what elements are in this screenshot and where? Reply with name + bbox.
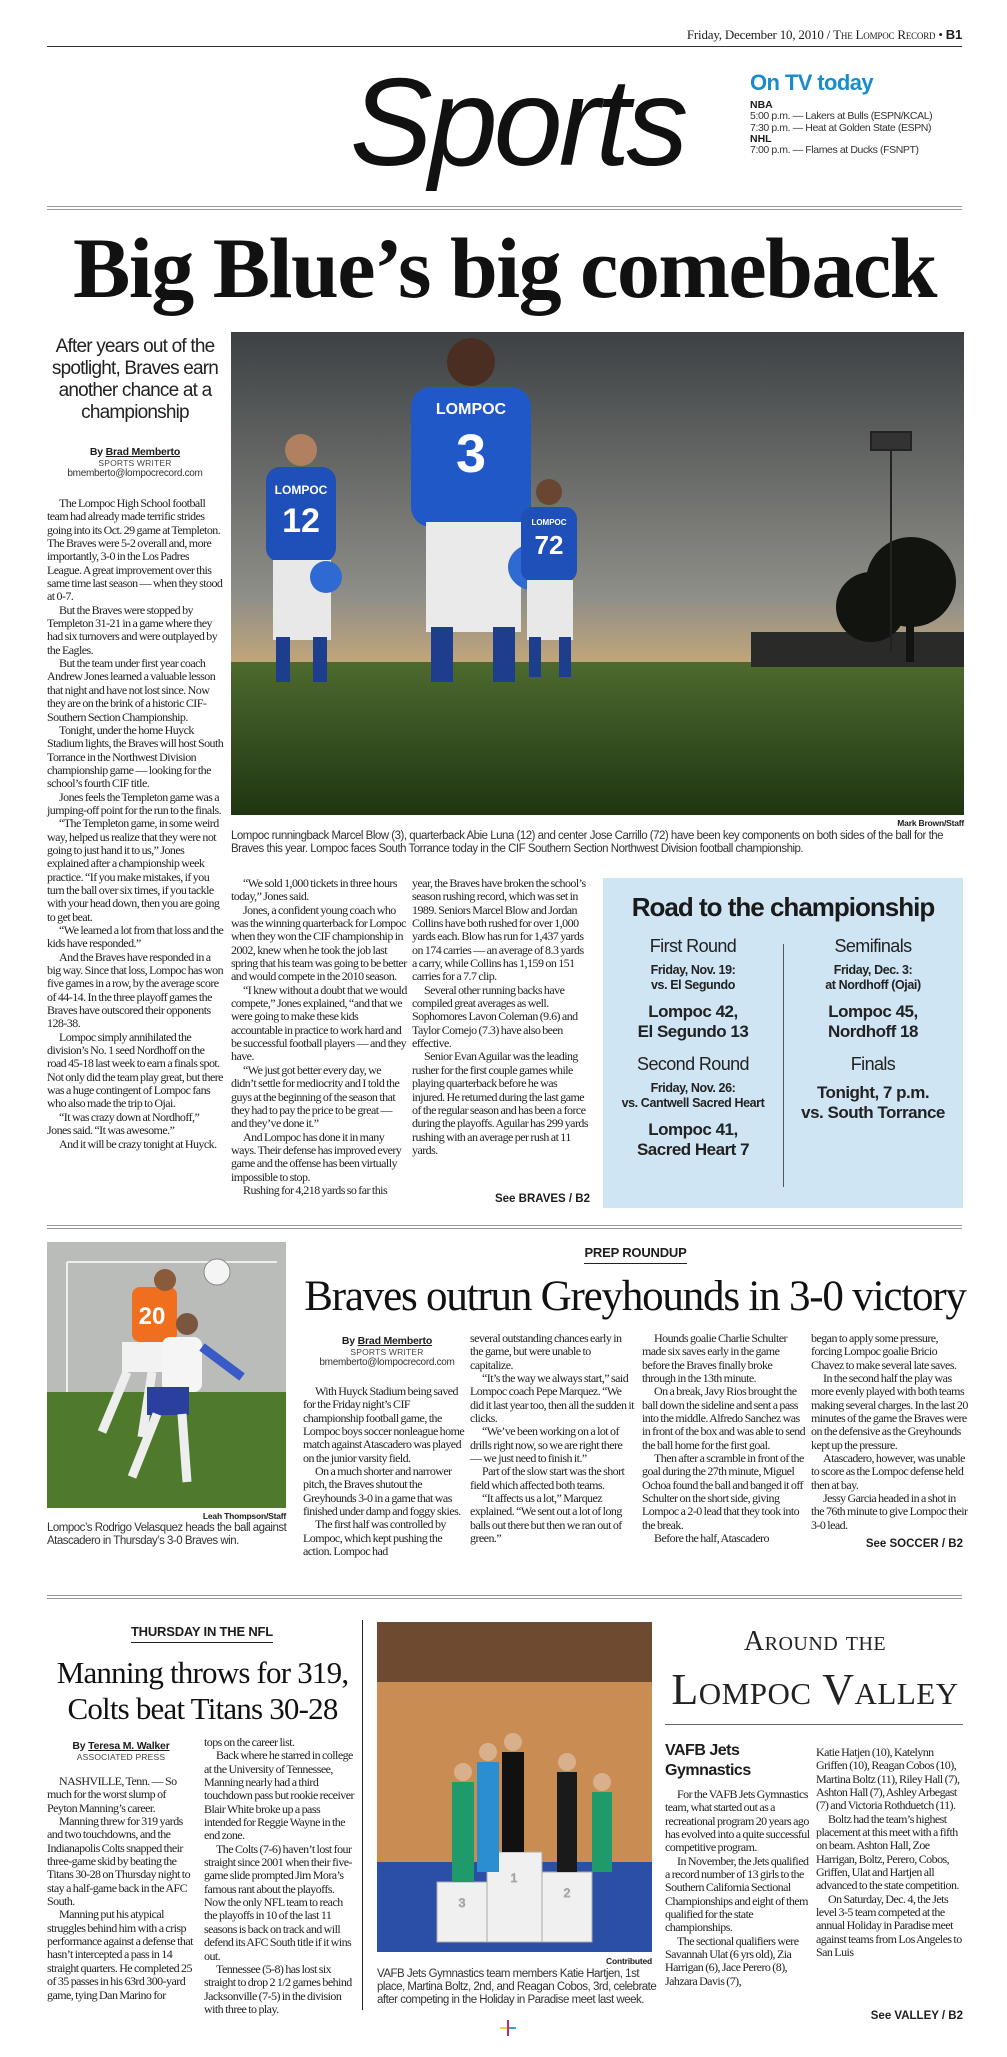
paragraph: Tonight, under the home Huyck Stadium lights, the Braves will host South Torrance in the Northwest Division championship game — looking for the school’s fourth CIF title. bbox=[47, 722, 224, 791]
nfl-byline bbox=[47, 1740, 195, 1762]
paragraph: Jones feels the Templeton game was a jumping-off point for the run to the finals. bbox=[47, 789, 222, 817]
paragraph: Part of the slow start was the short field which affected both teams. bbox=[470, 1464, 625, 1492]
paragraph: Jessy Garcia headed in a shot in the 76th minute to give Lompoc their 3-0 lead. bbox=[811, 1491, 968, 1532]
paragraph: The Lompoc High School football team had already made terrific strides going into its Oct. 29 game at Templeton. The Braves were 5-2 overall and, more importantly, 3-0 in the Los Padres League. A great improvement over this same time last season — when they stood at 0-7. bbox=[47, 496, 223, 604]
main-byline bbox=[47, 446, 223, 479]
jersey-number: 3 bbox=[455, 424, 487, 484]
paragraph: In November, the Jets qualified a record number of 13 girls to the Southern California Sectional Championships and eight of them qualified for the state championships. bbox=[665, 1853, 809, 1935]
round-result: Lompoc 45, Nordhoff 18 bbox=[828, 1002, 918, 1041]
column-divider bbox=[362, 1620, 363, 2010]
paragraph: Atascadero, however, was unable to score as the Lompoc defense held then at bay. bbox=[811, 1451, 965, 1492]
tv-item: 7:30 p.m. — Heat at Golden State (ESPN) bbox=[750, 121, 932, 134]
author-name: Brad Memberto bbox=[105, 446, 181, 458]
gym-photo-caption: VAFB Jets Gymnastics team members Katie Hartjen, 1st place, Martina Boltz, 2nd, and Reagan Cobos, 3rd, celebrate after competing in the Holiday in Paradise meet last week. bbox=[377, 1968, 657, 2006]
round-details: Friday, Dec. 3: at Nordhoff (Ojai) bbox=[825, 963, 921, 992]
round-name: Finals bbox=[850, 1054, 896, 1074]
round-result: Lompoc 41, Sacred Heart 7 bbox=[636, 1120, 750, 1159]
round-name: Semifinals bbox=[834, 936, 912, 956]
paragraph: Back where he starred in college at the University of Tennessee, Manning nearly had a third touchdown pass but rookie receiver Blair White broke up a pass intended for Reggie Wayne in the end zone. bbox=[204, 1748, 354, 1843]
round-name: Second Round bbox=[637, 1054, 749, 1074]
paragraph: Tennessee (5-8) has lost six straight to drop 2 1/2 games behind Jacksonville (7-5) in the division with three to play. bbox=[204, 1961, 352, 2016]
podium-place: 1 bbox=[510, 1871, 518, 1885]
main-deck: After years out of the spotlight, Braves earn another chance at a championship bbox=[51, 336, 219, 423]
gym-photo-credit: Contributed bbox=[606, 1956, 652, 1966]
nfl-headline: Manning throws for 319, Colts beat Titans 30-28 bbox=[56, 1655, 349, 1726]
dateline: Friday, December 10, 2010 / The Lompoc Record • B1 bbox=[686, 27, 962, 42]
soccer-kicker-wrap bbox=[308, 1244, 963, 1264]
author-role: SPORTS WRITER bbox=[350, 1347, 424, 1357]
paragraph: “It affects us a lot,” Marquez explained. “We sent out a lot of long balls out there but then we ran out of green.” bbox=[470, 1491, 622, 1546]
main-column-1 bbox=[47, 497, 225, 1151]
valley-jump-link[interactable]: See VALLEY / B2 bbox=[870, 2010, 963, 2022]
soccer-jump-link[interactable]: See SOCCER / B2 bbox=[865, 1538, 963, 1550]
paragraph: NASHVILLE, Tenn. — So much for the worst slump of Peyton Manning’s career. bbox=[47, 1774, 177, 1815]
soccer-photo bbox=[47, 1242, 286, 1508]
paragraph: On Saturday, Dec. 4, the Jets level 3-5 team competed at the annual Holiday in Paradise meet against teams from Los Angeles to San Luis bbox=[816, 1891, 962, 1960]
soccer-photo-caption: Lompoc’s Rodrigo Velasquez heads the ball against Atascadero in Thursday’s 3-0 Braves win. bbox=[47, 1522, 287, 1547]
paragraph: Hounds goalie Charlie Schulter made six saves early in the game before the Braves finally broke through in the 13th minute. bbox=[642, 1331, 787, 1386]
byline-prefix: By bbox=[72, 1740, 89, 1752]
tv-league: NBA bbox=[750, 99, 773, 111]
paragraph: “We sold 1,000 tickets in three hours today,” Jones said. bbox=[231, 876, 397, 904]
road-round-semis bbox=[783, 936, 963, 1123]
paper-name: The Lompoc Record bbox=[833, 27, 936, 42]
paragraph: Boltz had the team’s highest placement at this meet with a fifth on beam. Ashton Hall, Zoe Harrigan, Boltz, Perero, Cobos, Griffen, Ulat and Hartjen all advanced to the state competition. bbox=[816, 1811, 959, 1893]
main-column-3 bbox=[412, 877, 588, 1157]
paragraph: began to apply some pressure, forcing Lompoc goalie Bricio Chavez to make several late saves. bbox=[811, 1331, 957, 1372]
top-rule bbox=[47, 46, 962, 47]
paragraph: On a break, Javy Rios brought the ball down the sideline and sent a pass into the middle. Alfredo Sanchez was in front of the box and was able to send the ball home for the first goal. bbox=[642, 1384, 806, 1452]
valley-rule bbox=[665, 1724, 963, 1725]
paragraph: year, the Braves have broken the school’s season rushing record, which was set in 1989. Seniors Marcel Blow and Jordan Collins have both rushed for over 1,000 yards each. Blow has run for 1,437 yards on 174 carries — an average of 8.3 yards a carry, while Collins has 1,159 on 151 carries for a 7.7 clip. bbox=[412, 876, 586, 984]
podium-place: 2 bbox=[563, 1886, 571, 1900]
byline-prefix: By bbox=[89, 446, 106, 458]
paragraph: And Lompoc has done it in many ways. Their defense has improved every game and the offense has been virtually impossible to stop. bbox=[231, 1129, 402, 1184]
paragraph: “We’ve been working on a lot of drills right now, so we are right there — we just need to finish it.” bbox=[470, 1424, 623, 1466]
paragraph: “We learned a lot from that loss and the kids have responded.” bbox=[47, 923, 224, 951]
tv-title: On TV today bbox=[750, 70, 873, 95]
soccer-byline bbox=[308, 1335, 466, 1368]
paragraph: The Colts (7-6) haven’t lost four straight since 2001 when their five-game slide prompted Jim Mora’s famous rant about the playoffs. Now the only NFL team to reach the playoffs in 10 of the last 11 seasons is back on track and will defend its AFC South title if it wins out. bbox=[204, 1841, 352, 1963]
author-email[interactable]: bmemberto@lompocrecord.com bbox=[67, 468, 203, 479]
prep-roundup-kicker: PREP ROUNDUP bbox=[584, 1245, 686, 1264]
paragraph: Before the half, Atascadero bbox=[654, 1531, 769, 1546]
main-headline: Big Blue’s big comeback bbox=[73, 220, 936, 316]
masthead-rule bbox=[47, 206, 962, 210]
tv-league: NHL bbox=[750, 133, 772, 145]
jersey-text: LOMPOC bbox=[531, 518, 567, 527]
byline-prefix: By bbox=[341, 1335, 358, 1347]
round-details: Friday, Nov. 19: vs. El Segundo bbox=[650, 963, 736, 992]
paragraph: Senior Evan Aguilar was the leading rusher for the first couple games while playing quarterback before he was injured. He returned during the last game of the regular season and has been a force during the playoffs. Aguilar has 299 yards rushing with an average per rush at 11 yards. bbox=[412, 1049, 588, 1157]
author-email[interactable]: bmemberto@lompocrecord.com bbox=[319, 1357, 455, 1368]
round-result: Lompoc 42, El Segundo 13 bbox=[637, 1002, 749, 1041]
tv-box bbox=[750, 70, 970, 157]
nfl-kicker-wrap bbox=[47, 1623, 357, 1643]
braves-jump-link[interactable]: See BRAVES / B2 bbox=[494, 1193, 590, 1205]
main-photo bbox=[231, 332, 964, 815]
paragraph: “I knew without a doubt that we would compete,” Jones explained, “and that we were going to make these kids accountable in practice to work hard and be successful football players — and they have. bbox=[231, 982, 407, 1064]
soccer-headline: Braves outrun Greyhounds in 3-0 victory bbox=[304, 1273, 966, 1320]
soccer-column-1 bbox=[303, 1385, 465, 1558]
main-photo-credit: Mark Brown/Staff bbox=[897, 818, 964, 828]
jersey-number: 20 bbox=[138, 1303, 166, 1330]
paragraph: several outstanding chances early in the game, but were unable to capitalize. bbox=[470, 1331, 622, 1372]
main-photo-caption: Lompoc runningback Marcel Blow (3), quarterback Abie Luna (12) and center Jose Carrillo (72) have been key components on both sides of the ball for the Braves this year. Lompoc faces South Torrance today in the CIF Southern Section Northwest Division football championship. bbox=[231, 830, 944, 855]
author-name: Brad Memberto bbox=[357, 1335, 433, 1347]
road-title: Road to the championship bbox=[631, 892, 935, 922]
podium-place: 3 bbox=[458, 1896, 466, 1910]
valley-column-2 bbox=[816, 1746, 966, 1960]
valley-title-2: Lompoc Valley bbox=[671, 1665, 959, 1714]
paragraph: “The Templeton game, in some weird way, helped us realize that they were not going to just hand it to us,” Jones explained after a championship week practice. “If you make mistakes, if you turn the ball over six times, if you tackle with your head down, then you are going to get beat. bbox=[47, 816, 220, 924]
jersey-text: LOMPOC bbox=[435, 401, 507, 418]
paragraph: The sectional qualifiers were Savannah Ulat (6 yrs old), Zia Harrigan (6), Jace Perero (8), Jahzara Davis (7), bbox=[665, 1933, 799, 1988]
road-to-championship-box bbox=[603, 878, 963, 1208]
paragraph: Manning put his atypical struggles behind him with a crisp performance against a defense that hasn’t intercepted a pass in 14 straight quarters. He completed 25 of 35 passes in his 63rd 300-yard game, tying Dan Marino for bbox=[47, 1907, 193, 2002]
section-rule bbox=[47, 1595, 962, 1599]
paragraph: In the second half the play was more evenly played with both teams making several charges. In the last 20 minutes of the game the Braves were on the defensive as the Greyhounds kept up the pressure. bbox=[811, 1371, 968, 1452]
paragraph: And the Braves have responded in a big way. Since that loss, Lompoc has won five games in a row, by the average score of 44-14. In the three playoff games the Braves have outscored their opponents 128-38. bbox=[47, 949, 224, 1031]
soccer-photo-credit: Leah Thompson/Staff bbox=[202, 1511, 286, 1521]
paragraph: tops on the career list. bbox=[204, 1735, 295, 1749]
paragraph: Manning threw for 319 yards and two touchdowns, and the Indianapolis Colts snapped their three-game skid by beating the Titans 30-28 on Thursday night to stay a half-game back in the AFC South. bbox=[47, 1814, 191, 1909]
round-name: First Round bbox=[649, 936, 737, 956]
gymnastics-photo bbox=[377, 1622, 652, 1952]
paragraph: Katie Hatjen (10), Katelynn Griffen (10), Reagan Cobos (10), Martina Boltz (11), Riley Hall (7), Ashton Hall (7), Ashley Arbegast (7) and Victoria Rothduetch (11). bbox=[816, 1745, 960, 1813]
soccer-column-2 bbox=[470, 1332, 635, 1546]
section-title: Sports bbox=[350, 54, 685, 192]
soccer-column-4 bbox=[811, 1332, 969, 1532]
paragraph: But the Braves were stopped by Templeton 31-21 in a game where they had six turnovers and were outplayed by the Eagles. bbox=[47, 602, 218, 657]
page-number: B1 bbox=[945, 27, 962, 42]
jersey-number: 12 bbox=[282, 502, 320, 540]
nfl-kicker: THURSDAY IN THE NFL bbox=[131, 1624, 273, 1643]
tv-item: 5:00 p.m. — Lakers at Bulls (ESPN/KCAL) bbox=[750, 110, 933, 122]
paragraph: Rushing for 4,218 yards so far this bbox=[243, 1182, 388, 1197]
paragraph: Jones, a confident young coach who was the winning quarterback for Lompoc when they won the CIF championship in 2002, knew when he took the job last spring that his team was going to be better and would compete in the 2010 season. bbox=[231, 902, 407, 984]
round-result: Tonight, 7 p.m. vs. South Torrance bbox=[801, 1083, 945, 1122]
paragraph: “It was crazy down at Nordhoff,” Jones said. “It was awesome.” bbox=[47, 1109, 200, 1138]
author-role: ASSOCIATED PRESS bbox=[76, 1752, 166, 1762]
paragraph: “We just got better every day, we didn’t settle for mediocrity and I told the guys at the beginning of the season that they had to pay the price to be great — and they’ve done it.” bbox=[231, 1062, 400, 1131]
paragraph: Then after a scramble in front of the goal during the 27th minute, Miguel Ochoa found the ball and banged it off Schulter on the short side, giving Lompoc a 2-0 lead that they took into the break. bbox=[642, 1451, 804, 1532]
valley-headline: VAFB Jets Gymnastics bbox=[665, 1742, 751, 1779]
paragraph: For the VAFB Jets Gymnastics team, what started out as a recreational program 20 years ago has evolved into a quite successful competitive program. bbox=[665, 1787, 810, 1855]
nfl-column-1 bbox=[47, 1775, 197, 2002]
jersey-number: 72 bbox=[534, 530, 564, 560]
valley-column-1 bbox=[665, 1788, 810, 1988]
tv-item: 7:00 p.m. — Flames at Ducks (FSNPT) bbox=[750, 144, 919, 156]
author-role: SPORTS WRITER bbox=[98, 458, 172, 468]
main-column-2 bbox=[231, 877, 407, 1197]
jersey-text: LOMPOC bbox=[274, 483, 328, 497]
paragraph: With Huyck Stadium being saved for the Friday night’s CIF championship football game, the Lompoc boys soccer nonleague home match against Atascadero was played on the junior varsity field. bbox=[303, 1384, 465, 1465]
section-rule bbox=[47, 1225, 962, 1229]
paragraph: On a much shorter and narrower pitch, the Braves shutout the Greyhounds 3-0 in a game that was finished under damp and foggy skies. bbox=[303, 1464, 461, 1519]
round-details: Friday, Nov. 26: vs. Cantwell Sacred Heart bbox=[621, 1081, 765, 1110]
author-name: Teresa M. Walker bbox=[88, 1740, 170, 1752]
paragraph: Lompoc simply annihilated the division’s No. 1 seed Nordhoff on the road 45-18 last week to earn a finals spot. Not only did the team play great, but there was a huge contingent of Lompoc fans who also made the trip to Ojai. bbox=[47, 1029, 223, 1111]
valley-title-1: Around the bbox=[743, 1626, 887, 1657]
paragraph: But the team under first year coach Andrew Jones learned a valuable lesson that night and have not lost since. Now they are on the brink of a historic CIF-Southern Section Championship. bbox=[47, 656, 216, 724]
nfl-column-2 bbox=[204, 1736, 356, 2016]
paragraph: And it will be crazy tonight at Huyck. bbox=[59, 1136, 217, 1151]
soccer-column-3 bbox=[642, 1332, 807, 1546]
paragraph: The first half was controlled by Lompoc, which kept pushing the action. Lompoc had bbox=[303, 1517, 446, 1559]
registration-mark-icon bbox=[500, 2020, 516, 2036]
paragraph: “It’s the way we always start,” said Lompoc coach Pepe Marquez. “We did it last year too, then all the sudden it clicks. bbox=[470, 1371, 634, 1426]
road-round-first bbox=[603, 936, 783, 1160]
paragraph: Several other running backs have compiled great averages as well. Sophomores Lavon Coleman (9.6) and Taylor Cornejo (7.3) have also been effective. bbox=[412, 982, 578, 1051]
date: Friday, December 10, 2010 / bbox=[686, 27, 834, 42]
